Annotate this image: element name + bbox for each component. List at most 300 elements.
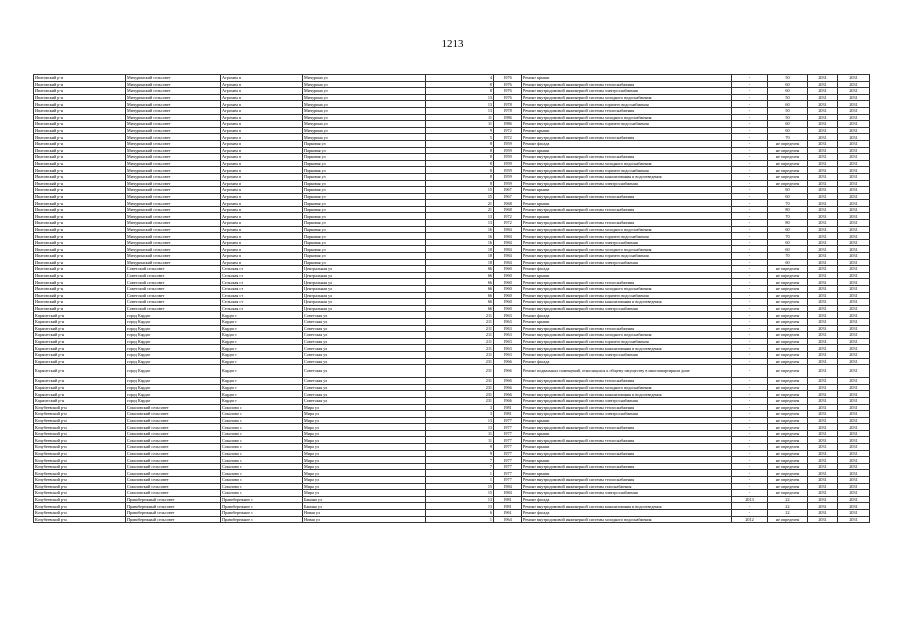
work-type-cell: Ремонт фасада xyxy=(522,510,732,517)
last-repair-year-cell: - xyxy=(732,470,768,477)
work-type-cell: Ремонт крыши xyxy=(522,470,732,477)
last-repair-year-cell: - xyxy=(732,239,768,246)
settlement-cell: Сельская ст xyxy=(221,266,303,273)
wear-percent-cell: не определен xyxy=(768,312,808,319)
planned-start-cell: 2031 xyxy=(808,332,838,339)
wear-percent-cell: 22 xyxy=(768,496,808,503)
settlement-cell: Соколово с xyxy=(221,404,303,411)
settlement-cell: Сельская ст xyxy=(221,286,303,293)
last-repair-year-cell: - xyxy=(732,345,768,352)
street-cell: Советская ул xyxy=(303,351,426,358)
street-cell: Советская ул xyxy=(303,312,426,319)
municipality-cell: Мичуринский сельсовет xyxy=(126,154,221,161)
planned-start-cell: 2031 xyxy=(808,107,838,114)
planned-end-cell: 2031 xyxy=(838,397,870,404)
last-repair-year-cell: - xyxy=(732,134,768,141)
house-number-cell: 211 xyxy=(426,318,494,325)
work-type-cell: Ремонт внутридомовой инженерной системы холодного водоснабжения xyxy=(522,286,732,293)
build-year-cell: 1964 xyxy=(494,516,522,523)
street-cell: Парковая ул xyxy=(303,246,426,253)
street-cell: Парковая ул xyxy=(303,193,426,200)
house-number-cell: 13 xyxy=(426,417,494,424)
planned-start-cell: 2031 xyxy=(808,75,838,82)
district-cell: Кочубеевский р-н xyxy=(34,450,126,457)
table-row xyxy=(34,444,870,451)
planned-start-cell: 2031 xyxy=(808,279,838,286)
district-cell: Кочубеевский р-н xyxy=(34,430,126,437)
municipality-cell: Мичуринский сельсовет xyxy=(126,253,221,260)
municipality-cell: Мичуринский сельсовет xyxy=(126,147,221,154)
wear-percent-cell: не определен xyxy=(768,332,808,339)
build-year-cell: 1963 xyxy=(494,325,522,332)
municipality-cell: город Кардаг xyxy=(126,332,221,339)
planned-start-cell: 2031 xyxy=(808,397,838,404)
planned-start-cell: 2031 xyxy=(808,305,838,312)
house-number-cell: 8 xyxy=(426,173,494,180)
district-cell: Ипатовский р-н xyxy=(34,94,126,101)
planned-end-cell: 2031 xyxy=(838,490,870,497)
work-type-cell: Ремонт внутридомовой инженерной системы канализования и водоотведения xyxy=(522,391,732,398)
street-cell: Парковая ул xyxy=(303,253,426,260)
build-year-cell: 1961 xyxy=(494,510,522,517)
wear-percent-cell: не определен xyxy=(768,470,808,477)
work-type-cell: Ремонт внутридомовой инженерной системы канализования и водоотведения xyxy=(522,299,732,306)
municipality-cell: Мичуринский сельсовет xyxy=(126,173,221,180)
planned-start-cell: 2031 xyxy=(808,430,838,437)
planned-start-cell: 2031 xyxy=(808,325,838,332)
planned-end-cell: 2031 xyxy=(838,266,870,273)
district-cell: Ипатовский р-н xyxy=(34,226,126,233)
build-year-cell: 1963 xyxy=(494,351,522,358)
settlement-cell: Агрохим п xyxy=(221,226,303,233)
last-repair-year-cell: - xyxy=(732,463,768,470)
last-repair-year-cell: - xyxy=(732,220,768,227)
municipality-cell: Соколовский сельсовет xyxy=(126,424,221,431)
last-repair-year-cell: - xyxy=(732,173,768,180)
table-row xyxy=(34,351,870,358)
planned-start-cell: 2031 xyxy=(808,345,838,352)
settlement-cell: Агрохим п xyxy=(221,140,303,147)
street-cell: Банина ул xyxy=(303,496,426,503)
work-type-cell: Ремонт подвальных помещений, относящихся к общему имуществу в многоквартирном доме xyxy=(522,365,732,378)
municipality-cell: Мичуринский сельсовет xyxy=(126,239,221,246)
wear-percent-cell: не определен xyxy=(768,167,808,174)
district-cell: Ипатовский р-н xyxy=(34,253,126,260)
build-year-cell: 1960 xyxy=(494,292,522,299)
municipality-cell: Мичуринский сельсовет xyxy=(126,233,221,240)
district-cell: Кочубеевский р-н xyxy=(34,444,126,451)
planned-start-cell: 2031 xyxy=(808,173,838,180)
municipality-cell: город Кардаг xyxy=(126,384,221,391)
planned-end-cell: 2031 xyxy=(838,332,870,339)
district-cell: Ипатовский р-н xyxy=(34,239,126,246)
table-row xyxy=(34,417,870,424)
house-number-cell: 11 xyxy=(426,121,494,128)
settlement-cell: Соколово с xyxy=(221,450,303,457)
planned-start-cell: 2031 xyxy=(808,384,838,391)
build-year-cell: 1959 xyxy=(494,173,522,180)
house-number-cell: 16 xyxy=(426,233,494,240)
last-repair-year-cell: - xyxy=(732,404,768,411)
work-type-cell: Ремонт внутридомовой инженерной системы электроснабжения xyxy=(522,239,732,246)
table-row xyxy=(34,259,870,266)
last-repair-year-cell: - xyxy=(732,187,768,194)
planned-start-cell: 2031 xyxy=(808,239,838,246)
build-year-cell: 1966 xyxy=(494,378,522,385)
municipality-cell: Мичуринский сельсовет xyxy=(126,134,221,141)
district-cell: Ипатовский р-н xyxy=(34,173,126,180)
planned-end-cell: 2031 xyxy=(838,516,870,523)
build-year-cell: 1960 xyxy=(494,266,522,273)
street-cell: Мира ул xyxy=(303,404,426,411)
wear-percent-cell: 70 xyxy=(768,200,808,207)
house-number-cell: 231 xyxy=(426,378,494,385)
wear-percent-cell: не определен xyxy=(768,345,808,352)
house-number-cell: 211 xyxy=(426,338,494,345)
work-type-cell: Ремонт внутридомовой инженерной системы канализования и водоотведения xyxy=(522,503,732,510)
last-repair-year-cell: - xyxy=(732,272,768,279)
district-cell: Ипатовский р-н xyxy=(34,272,126,279)
street-cell: Банина ул xyxy=(303,503,426,510)
work-type-cell: Ремонт внутридомовой инженерной системы теплоснабжения xyxy=(522,325,732,332)
last-repair-year-cell: - xyxy=(732,180,768,187)
house-number-cell: 8 xyxy=(426,167,494,174)
planned-end-cell: 2031 xyxy=(838,173,870,180)
municipality-cell: Соколовский сельсовет xyxy=(126,437,221,444)
municipality-cell: город Кардаг xyxy=(126,358,221,365)
table-row xyxy=(34,193,870,200)
settlement-cell: Агрохим п xyxy=(221,154,303,161)
street-cell: Советская ул xyxy=(303,345,426,352)
settlement-cell: Агрохим п xyxy=(221,259,303,266)
municipality-cell: Мичуринский сельсовет xyxy=(126,88,221,95)
planned-end-cell: 2031 xyxy=(838,167,870,174)
build-year-cell: 1967 xyxy=(494,193,522,200)
street-cell: Мичурина ул xyxy=(303,94,426,101)
table-row xyxy=(34,134,870,141)
settlement-cell: Агрохим п xyxy=(221,94,303,101)
settlement-cell: Сельская ст xyxy=(221,272,303,279)
house-number-cell: 6 xyxy=(426,510,494,517)
settlement-cell: Агрохим п xyxy=(221,193,303,200)
municipality-cell: Мичуринский сельсовет xyxy=(126,121,221,128)
last-repair-year-cell: - xyxy=(732,193,768,200)
last-repair-year-cell: - xyxy=(732,107,768,114)
planned-end-cell: 2031 xyxy=(838,220,870,227)
settlement-cell: Сельская ст xyxy=(221,305,303,312)
street-cell: Мира ул xyxy=(303,463,426,470)
build-year-cell: 1984 xyxy=(494,490,522,497)
planned-start-cell: 2031 xyxy=(808,424,838,431)
street-cell: Мира ул xyxy=(303,411,426,418)
planned-end-cell: 2031 xyxy=(838,127,870,134)
planned-start-cell: 2031 xyxy=(808,477,838,484)
municipality-cell: Соколовский сельсовет xyxy=(126,417,221,424)
last-repair-year-cell: - xyxy=(732,411,768,418)
street-cell: Мичурина ул xyxy=(303,101,426,108)
planned-start-cell: 2031 xyxy=(808,266,838,273)
last-repair-year-cell: - xyxy=(732,424,768,431)
planned-start-cell: 2031 xyxy=(808,121,838,128)
street-cell: Советская ул xyxy=(303,384,426,391)
table-row xyxy=(34,233,870,240)
street-cell: Мира ул xyxy=(303,483,426,490)
municipality-cell: Мичуринский сельсовет xyxy=(126,213,221,220)
build-year-cell: 1976 xyxy=(494,75,522,82)
work-type-cell: Ремонт фасада xyxy=(522,140,732,147)
planned-start-cell: 2031 xyxy=(808,450,838,457)
work-type-cell: Ремонт крыши xyxy=(522,457,732,464)
district-cell: Кочубеевский р-н xyxy=(34,437,126,444)
last-repair-year-cell: - xyxy=(732,279,768,286)
district-cell: Ипатовский р-н xyxy=(34,220,126,227)
street-cell: Советская ул xyxy=(303,325,426,332)
table-row xyxy=(34,345,870,352)
work-type-cell: Ремонт внутридомовой инженерной системы теплоснабжения xyxy=(522,437,732,444)
settlement-cell: Кардаг г xyxy=(221,358,303,365)
district-cell: Ипатовский р-н xyxy=(34,88,126,95)
work-type-cell: Ремонт внутридомовой инженерной системы электроснабжения xyxy=(522,259,732,266)
planned-end-cell: 2031 xyxy=(838,160,870,167)
house-number-cell: 66 xyxy=(426,292,494,299)
build-year-cell: 1986 xyxy=(494,121,522,128)
house-number-cell: 15 xyxy=(426,193,494,200)
settlement-cell: Кардаг г xyxy=(221,325,303,332)
table-row xyxy=(34,457,870,464)
planned-start-cell: 2031 xyxy=(808,351,838,358)
street-cell: Мира ул xyxy=(303,477,426,484)
table-row xyxy=(34,391,870,398)
table-row xyxy=(34,107,870,114)
settlement-cell: Соколово с xyxy=(221,430,303,437)
municipality-cell: Мичуринский сельсовет xyxy=(126,167,221,174)
street-cell: Мира ул xyxy=(303,430,426,437)
work-type-cell: Ремонт фасада xyxy=(522,496,732,503)
build-year-cell: 1959 xyxy=(494,167,522,174)
table-row xyxy=(34,253,870,260)
wear-percent-cell: 60 xyxy=(768,127,808,134)
wear-percent-cell: не определен xyxy=(768,457,808,464)
district-cell: Ипатовский р-н xyxy=(34,167,126,174)
settlement-cell: Агрохим п xyxy=(221,173,303,180)
street-cell: Мира ул xyxy=(303,470,426,477)
district-cell: Ипатовский р-н xyxy=(34,140,126,147)
planned-end-cell: 2031 xyxy=(838,299,870,306)
house-number-cell: 13 xyxy=(426,94,494,101)
house-number-cell: 8 xyxy=(426,88,494,95)
last-repair-year-cell: - xyxy=(732,88,768,95)
district-cell: Карагатский р-н xyxy=(34,378,126,385)
build-year-cell: 1981 xyxy=(494,411,522,418)
settlement-cell: Агрохим п xyxy=(221,121,303,128)
street-cell: Парковая ул xyxy=(303,167,426,174)
street-cell: Советская ул xyxy=(303,318,426,325)
table-row xyxy=(34,477,870,484)
work-type-cell: Ремонт внутридомовой инженерной системы теплоснабжения xyxy=(522,81,732,88)
table-row xyxy=(34,470,870,477)
planned-start-cell: 2031 xyxy=(808,404,838,411)
street-cell: Центральная ул xyxy=(303,266,426,273)
house-number-cell: 231 xyxy=(426,397,494,404)
settlement-cell: Агрохим п xyxy=(221,200,303,207)
build-year-cell: 1972 xyxy=(494,127,522,134)
settlement-cell: Агрохим п xyxy=(221,239,303,246)
municipality-cell: Соколовский сельсовет xyxy=(126,457,221,464)
wear-percent-cell: не определен xyxy=(768,147,808,154)
build-year-cell: 1981 xyxy=(494,496,522,503)
wear-percent-cell: не определен xyxy=(768,424,808,431)
district-cell: Кочубеевский р-н xyxy=(34,463,126,470)
planned-start-cell: 2031 xyxy=(808,134,838,141)
settlement-cell: Кардаг г xyxy=(221,318,303,325)
municipality-cell: Мичуринский сельсовет xyxy=(126,75,221,82)
district-cell: Кочубеевский р-н xyxy=(34,470,126,477)
planned-end-cell: 2031 xyxy=(838,325,870,332)
wear-percent-cell: не определен xyxy=(768,154,808,161)
wear-percent-cell: не определен xyxy=(768,378,808,385)
district-cell: Ипатовский р-н xyxy=(34,206,126,213)
wear-percent-cell: 70 xyxy=(768,213,808,220)
settlement-cell: Сельская ст xyxy=(221,299,303,306)
district-cell: Ипатовский р-н xyxy=(34,187,126,194)
table-row xyxy=(34,503,870,510)
build-year-cell: 1966 xyxy=(494,384,522,391)
last-repair-year-cell: - xyxy=(732,365,768,378)
district-cell: Ипатовский р-н xyxy=(34,266,126,273)
street-cell: Мичурина ул xyxy=(303,81,426,88)
table-row xyxy=(34,338,870,345)
street-cell: Мичурина ул xyxy=(303,134,426,141)
district-cell: Карагатский р-н xyxy=(34,345,126,352)
last-repair-year-cell: - xyxy=(732,299,768,306)
municipality-cell: город Кардаг xyxy=(126,318,221,325)
house-number-cell: 7 xyxy=(426,457,494,464)
table-row xyxy=(34,365,870,378)
page-number: 1213 xyxy=(441,38,464,50)
street-cell: Новая ул xyxy=(303,510,426,517)
table-row xyxy=(34,516,870,523)
planned-end-cell: 2031 xyxy=(838,365,870,378)
municipality-cell: Советский сельсовет xyxy=(126,292,221,299)
work-type-cell: Ремонт внутридомовой инженерной системы электроснабжения xyxy=(522,411,732,418)
table-row xyxy=(34,94,870,101)
planned-end-cell: 2031 xyxy=(838,312,870,319)
district-cell: Ипатовский р-н xyxy=(34,233,126,240)
planned-start-cell: 2031 xyxy=(808,154,838,161)
district-cell: Ипатовский р-н xyxy=(34,259,126,266)
district-cell: Кочубеевский р-н xyxy=(34,483,126,490)
planned-end-cell: 2031 xyxy=(838,444,870,451)
build-year-cell: 1977 xyxy=(494,477,522,484)
build-year-cell: 1986 xyxy=(494,114,522,121)
street-cell: Мира ул xyxy=(303,437,426,444)
municipality-cell: Соколовский сельсовет xyxy=(126,450,221,457)
district-cell: Карагатский р-н xyxy=(34,332,126,339)
settlement-cell: Правобережное с xyxy=(221,516,303,523)
table-row xyxy=(34,318,870,325)
street-cell: Мичурина ул xyxy=(303,121,426,128)
last-repair-year-cell: - xyxy=(732,101,768,108)
table-row xyxy=(34,187,870,194)
table-row xyxy=(34,272,870,279)
wear-percent-cell: 80 xyxy=(768,220,808,227)
build-year-cell: 1977 xyxy=(494,417,522,424)
planned-start-cell: 2031 xyxy=(808,127,838,134)
planned-end-cell: 2031 xyxy=(838,417,870,424)
last-repair-year-cell: - xyxy=(732,213,768,220)
last-repair-year-cell: - xyxy=(732,510,768,517)
planned-start-cell: 2031 xyxy=(808,272,838,279)
wear-percent-cell: 60 xyxy=(768,121,808,128)
table-row xyxy=(34,411,870,418)
last-repair-year-cell: - xyxy=(732,391,768,398)
table-row xyxy=(34,127,870,134)
municipality-cell: Мичуринский сельсовет xyxy=(126,200,221,207)
planned-end-cell: 2031 xyxy=(838,470,870,477)
house-number-cell: 8 xyxy=(426,81,494,88)
street-cell: Советская ул xyxy=(303,332,426,339)
build-year-cell: 1966 xyxy=(494,391,522,398)
municipality-cell: Мичуринский сельсовет xyxy=(126,127,221,134)
build-year-cell: 1977 xyxy=(494,424,522,431)
house-number-cell: 11 xyxy=(426,437,494,444)
planned-end-cell: 2031 xyxy=(838,101,870,108)
wear-percent-cell: не определен xyxy=(768,299,808,306)
street-cell: Парковая ул xyxy=(303,226,426,233)
house-number-cell: 231 xyxy=(426,365,494,378)
district-cell: Кочубеевский р-н xyxy=(34,503,126,510)
municipality-cell: город Кардаг xyxy=(126,325,221,332)
district-cell: Ипатовский р-н xyxy=(34,127,126,134)
work-type-cell: Ремонт внутридомовой инженерной системы электроснабжения xyxy=(522,397,732,404)
street-cell: Парковая ул xyxy=(303,213,426,220)
planned-start-cell: 2031 xyxy=(808,233,838,240)
planned-start-cell: 2031 xyxy=(808,220,838,227)
table-row xyxy=(34,226,870,233)
planned-start-cell: 2031 xyxy=(808,286,838,293)
work-type-cell: Ремонт внутридомовой инженерной системы теплоснабжения xyxy=(522,206,732,213)
planned-end-cell: 2031 xyxy=(838,318,870,325)
planned-end-cell: 2031 xyxy=(838,292,870,299)
last-repair-year-cell: - xyxy=(732,384,768,391)
wear-percent-cell: не определен xyxy=(768,279,808,286)
build-year-cell: 1981 xyxy=(494,404,522,411)
house-number-cell: 8 xyxy=(426,180,494,187)
build-year-cell: 1972 xyxy=(494,213,522,220)
settlement-cell: Агрохим п xyxy=(221,180,303,187)
last-repair-year-cell: 2012 xyxy=(732,516,768,523)
wear-percent-cell: не определен xyxy=(768,397,808,404)
table-row xyxy=(34,292,870,299)
settlement-cell: Агрохим п xyxy=(221,233,303,240)
settlement-cell: Агрохим п xyxy=(221,160,303,167)
last-repair-year-cell: - xyxy=(732,332,768,339)
house-number-cell: 66 xyxy=(426,266,494,273)
district-cell: Кочубеевский р-н xyxy=(34,510,126,517)
build-year-cell: 1966 xyxy=(494,365,522,378)
planned-start-cell: 2031 xyxy=(808,246,838,253)
planned-end-cell: 2031 xyxy=(838,253,870,260)
district-cell: Ипатовский р-н xyxy=(34,286,126,293)
work-type-cell: Ремонт внутридомовой инженерной системы горячего водоснабжения xyxy=(522,292,732,299)
wear-percent-cell: 70 xyxy=(768,233,808,240)
table-row xyxy=(34,206,870,213)
municipality-cell: Правобережный сельсовет xyxy=(126,503,221,510)
settlement-cell: Соколово с xyxy=(221,477,303,484)
table-row xyxy=(34,424,870,431)
district-cell: Ипатовский р-н xyxy=(34,160,126,167)
house-number-cell: 8 xyxy=(426,140,494,147)
